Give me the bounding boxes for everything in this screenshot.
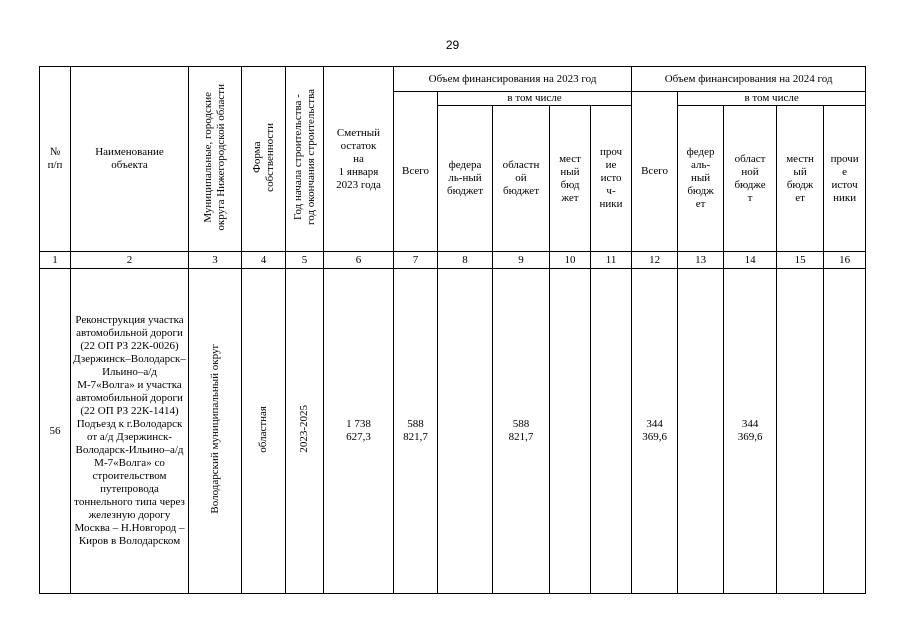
federal-2024-cell [678,269,724,594]
column-number: 6 [324,252,394,269]
column-number: 9 [493,252,550,269]
header-total-2024: Всего [632,92,678,252]
local-2023-cell [550,269,591,594]
header-other-2023: проч ие исто ч- ники [591,106,632,252]
header-ownership: Форма собственности [242,67,286,252]
regional-2024-cell: 344 369,6 [724,269,777,594]
column-number: 8 [438,252,493,269]
table-row [40,269,866,594]
column-number: 14 [724,252,777,269]
header-federal-2023: федера ль-ный бюджет [438,106,493,252]
header-num: № п/п [40,67,71,252]
page-number: 29 [445,38,460,52]
column-number: 2 [71,252,189,269]
regional-2023-cell: 588 821,7 [493,269,550,594]
header-name: Наименование объекта [71,67,189,252]
column-number: 11 [591,252,632,269]
other-2024-cell [824,269,866,594]
column-number: 10 [550,252,591,269]
header-local-2023: мест ный бюд жет [550,106,591,252]
column-number: 15 [777,252,824,269]
column-number: 4 [242,252,286,269]
ownership-cell: областная [242,269,286,594]
header-years: Год начала строительства - год окончания строительства [286,67,324,252]
header-estimate: Сметный остаток на 1 января 2023 года [324,67,394,252]
total-2023-cell: 588 821,7 [394,269,438,594]
estimate-cell: 1 738 627,3 [324,269,394,594]
federal-2023-cell [438,269,493,594]
financing-table [39,66,866,594]
header-municipality: Муниципальные, городские округа Нижегородской области [189,67,242,252]
header-fin-2023: Объем финансирования на 2023 год [394,67,632,92]
column-number: 13 [678,252,724,269]
header-fin-2024: Объем финансирования на 2024 год [632,67,866,92]
column-number: 5 [286,252,324,269]
column-number: 12 [632,252,678,269]
column-number: 16 [824,252,866,269]
header-regional-2023: областн ой бюджет [493,106,550,252]
other-2023-cell [591,269,632,594]
local-2024-cell [777,269,824,594]
header-incl-2023: в том числе [438,92,632,106]
header-total-2023: Всего [394,92,438,252]
column-number-row [40,252,866,269]
column-number: 7 [394,252,438,269]
column-number: 3 [189,252,242,269]
column-number: 1 [40,252,71,269]
header-regional-2024: област ной бюдже т [724,106,777,252]
header-incl-2024: в том числе [678,92,866,106]
header-row-top [40,67,866,92]
header-local-2024: местн ый бюдж ет [777,106,824,252]
row-number: 56 [40,269,71,594]
years-cell: 2023-2025 [286,269,324,594]
header-other-2024: прочи е источ ники [824,106,866,252]
object-name: Реконструкция участка автомобильной дороги (22 ОП РЗ 22К-0026) Дзержинск–Володарск–Ильино–а/д М-7«Волга» и участка автомобильной дороги (22 ОП РЗ 22К-1414) Подъезд к г.Володарск от а/д Дзержинск-Володарск-Ильино–а/д М-7«Волга» со строительством путепровода тоннельного типа через железную дорогу Москва – Н.Новгород – Киров в Володарском [71,269,189,594]
municipality-cell: Володарский муниципальный округ [189,269,242,594]
total-2024-cell: 344 369,6 [632,269,678,594]
header-federal-2024: федер аль- ный бюдж ет [678,106,724,252]
